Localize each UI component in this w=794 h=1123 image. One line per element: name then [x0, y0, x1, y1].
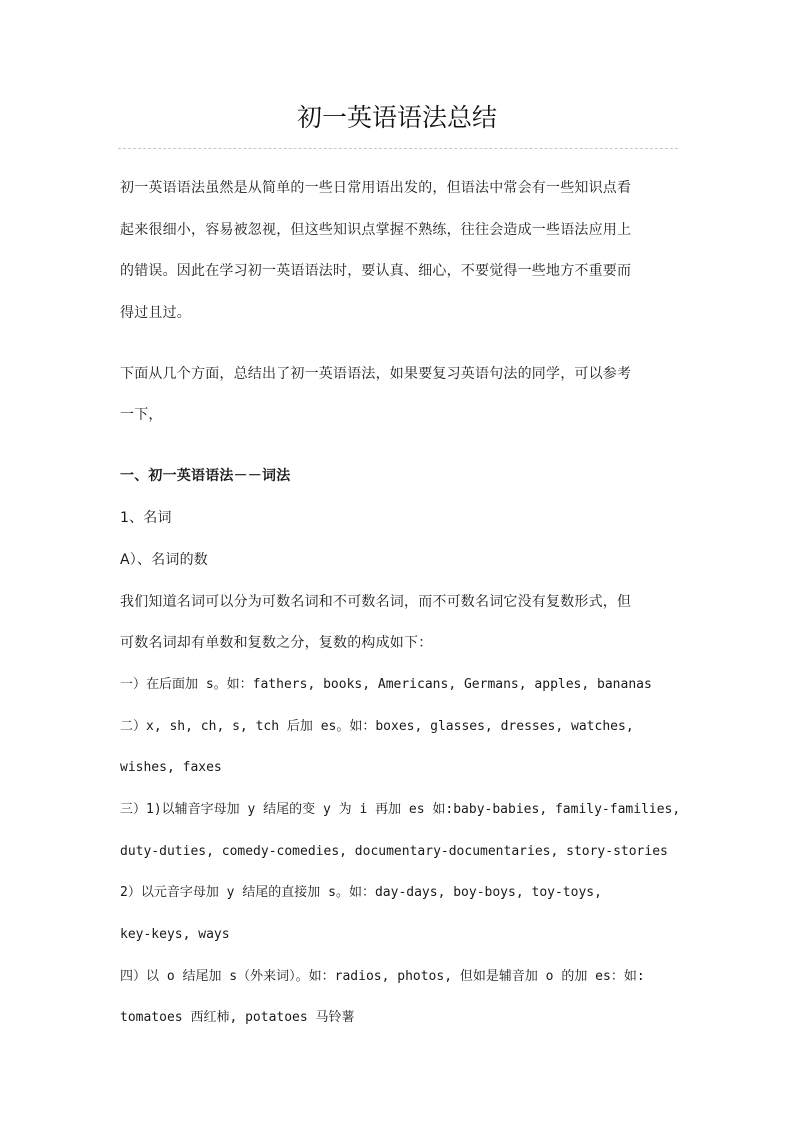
rule-line: wishes, faxes	[120, 760, 222, 775]
sub-heading-noun-number: A）、名词的数	[120, 552, 208, 568]
preface-line: 下面从几个方面，总结出了初一英语语法，如果要复习英语句法的同学，可以参考	[120, 366, 632, 382]
document-title: 初一英语语法总结	[296, 103, 497, 132]
sub-heading-nouns: 1、名词	[120, 510, 172, 526]
rule-line: tomatoes 西红柿, potatoes 马铃薯	[120, 1010, 355, 1025]
rule-line: 一）在后面加 s。如：fathers, books, Americans, Germans, apples, bananas	[120, 677, 652, 692]
rule-line: 二）x, sh, ch, s, tch 后加 es。如：boxes, glasses, dresses, watches,	[120, 719, 634, 734]
title-divider	[118, 148, 678, 149]
rule-line: 三）1)以辅音字母加 y 结尾的变 y 为 i 再加 es 如:baby-babies, family-families,	[120, 802, 681, 817]
explain-line: 我们知道名词可以分为可数名词和不可数名词，而不可数名词它没有复数形式，但	[120, 594, 632, 610]
rule-line: 2）以元音字母加 y 结尾的直接加 s。如：day-days, boy-boys, toy-toys,	[120, 885, 602, 900]
intro-line: 初一英语语法虽然是从简单的一些日常用语出发的，但语法中常会有一些知识点看	[120, 180, 632, 196]
intro-line: 得过且过。	[120, 305, 191, 321]
rule-line: duty-duties, comedy-comedies, documentary-documentaries, story-stories	[120, 844, 668, 859]
rule-line: key-keys, ways	[120, 927, 230, 942]
section-heading: 一、初一英语语法－－词法	[120, 468, 291, 484]
intro-line: 起来很细小，容易被忽视，但这些知识点掌握不熟练，往往会造成一些语法应用上	[120, 222, 632, 238]
rule-line: 四）以 o 结尾加 s（外来词）。如：radios, photos, 但如是辅音加 o 的加 es：如:	[120, 969, 645, 984]
preface-line: 一下，	[120, 407, 163, 423]
intro-line: 的错误。因此在学习初一英语语法时，要认真、细心，不要觉得一些地方不重要而	[120, 263, 632, 279]
explain-line: 可数名词却有单数和复数之分，复数的构成如下：	[120, 635, 433, 651]
